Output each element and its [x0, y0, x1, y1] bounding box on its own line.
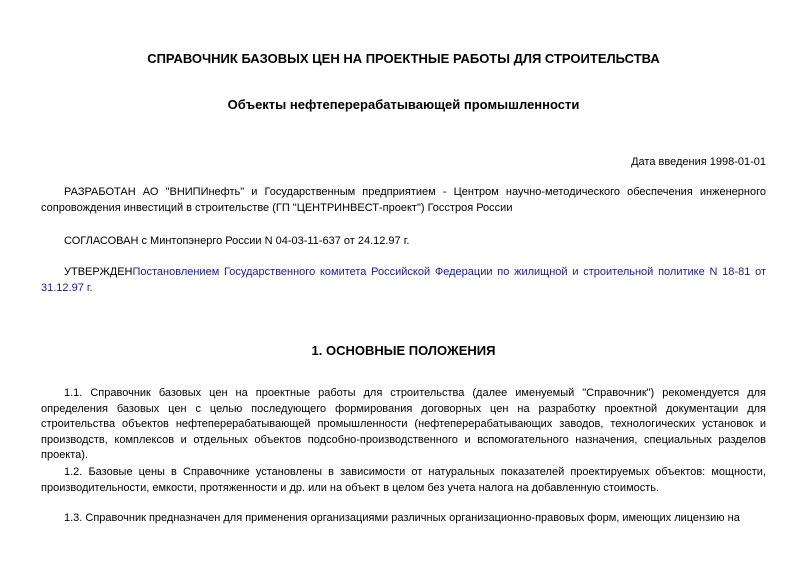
section-1-paragraph-3: 1.3. Справочник предназначен для применения организациями различных организационно-правовых форм, имеющих лицензию на — [64, 512, 740, 524]
approved-paragraph — [41, 265, 766, 296]
section-1-paragraph-1: 1.1. Справочник базовых цен на проектные работы для строительства (далее именуемый "Справочник") рекомендуется для определения базовых цен с целью последующего формирования договорных цен на разработку проектной документации для строительства объектов нефтеперерабатывающей промышленности (нефтеперерабатывающих заводов, технологических установок и производств, комплексов и отдельных объектов подсобно-производственного и вспомогательного назначения, специальных разделов проекта). — [41, 387, 766, 461]
document-subtitle: Объекты нефтеперерабатывающей промышленности — [227, 97, 580, 112]
approved-resolution-link[interactable]: Постановлением Государственного комитета Российской Федерации по жилищной и строительной политике N 18-81 от 31.12.97 г. — [41, 266, 766, 294]
developed-by-paragraph: РАЗРАБОТАН АО "ВНИПИнефть" и Государственным предприятием - Центром научно-методического обеспечения инженерного сопровождения инвестиций в строительстве (ГП "ЦЕНТРИНВЕСТ-проект") Госстроя России — [41, 186, 766, 214]
section-1-paragraph-2: 1.2. Базовые цены в Справочнике установлены в зависимости от натуральных показателей проектируемых объектов: мощности, производительности, емкости, протяженности и др. или на объект в целом без учета налога на добавленную стоимость. — [41, 466, 766, 494]
effective-date: Дата введения 1998-01-01 — [631, 156, 766, 168]
approved-label: УТВЕРЖДЕН — [64, 266, 133, 278]
section-1-title: 1. ОСНОВНЫЕ ПОЛОЖЕНИЯ — [311, 343, 496, 358]
document-title: СПРАВОЧНИК БАЗОВЫХ ЦЕН НА ПРОЕКТНЫЕ РАБОТЫ ДЛЯ СТРОИТЕЛЬСТВА — [147, 51, 660, 66]
agreed-paragraph: СОГЛАСОВАН с Минтопэнерго России N 04-03-11-637 от 24.12.97 г. — [64, 235, 410, 247]
